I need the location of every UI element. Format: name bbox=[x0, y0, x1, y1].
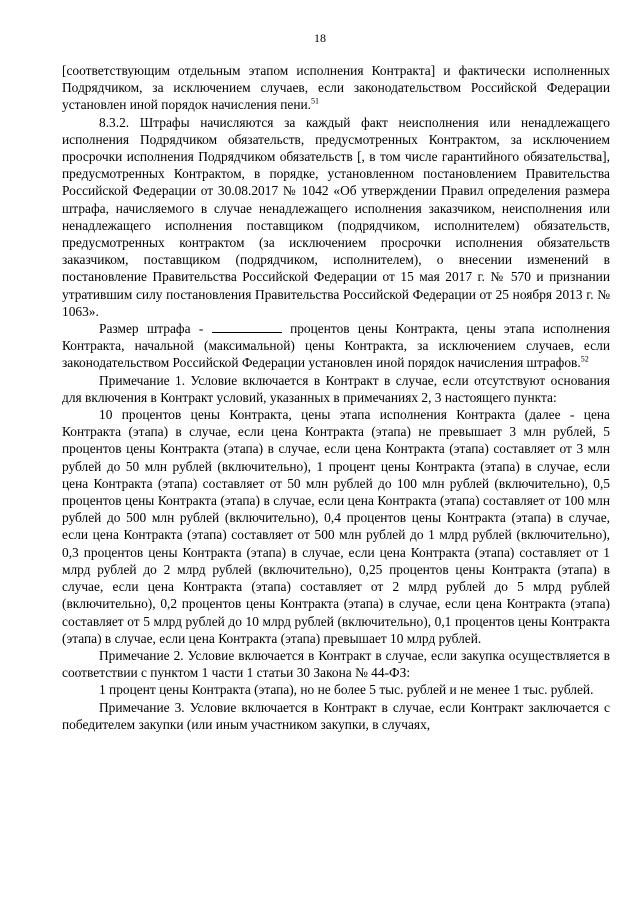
paragraph-fine-size bbox=[62, 320, 610, 372]
paragraph-note-2 bbox=[62, 647, 610, 681]
footnote-ref[interactable]: 51 bbox=[311, 96, 320, 106]
paragraph-8-3-2 bbox=[62, 114, 610, 320]
page-number: 18 bbox=[314, 31, 326, 45]
paragraph-text: 1 процент цены Контракта (этапа), но не более 5 тыс. рублей и не менее 1 тыс. рублей. bbox=[99, 682, 594, 698]
paragraph-text: 10 процентов цены Контракта, цены этапа исполнения Контракта (далее - цена Контракта (этапа) в случае, если цена Контракта (этапа) не превышает 3 млн рублей, 5 процентов цены Контракта (этапа) в случае, если цена Контракта (этапа) составляет от 3 млн рублей до 50 млн рублей (включительно), 1 процент цены Контракта (этапа) в случае, если цена Контракта (этапа) составляет от 50 млн рублей до 100 млн рублей (включительно), 0,5 процентов цены Контракта (этапа) в случае, если цена Контракта (этапа) составляет от 100 млн рублей до 500 млн рублей (включительно), 0,4 процентов цены Контракта (этапа) в случае, если цена Контракта (этапа) составляет от 500 млн рублей до 1 млрд рублей (включительно), 0,3 процентов цены Контракта (этапа) в случае, если цена Контракта (этапа) составляет от 1 млрд рублей до 2 млрд рублей (включительно), 0,25 процентов цены Контракта (этапа) в случае, если цена Контракта (этапа) составляет от 2 млрд рублей до 5 млрд рублей (включительно), 0,2 процентов цены Контракта (этапа) в случае, если цена Контракта (этапа) составляет от 5 млрд рублей до 10 млрд рублей (включительно), 0,1 процентов цены Контракта (этапа) в случае, если цена Контракта (этапа) превышает 10 млрд рублей. bbox=[62, 407, 610, 646]
footnote-ref[interactable]: 52 bbox=[580, 354, 589, 364]
fill-in-blank-field[interactable] bbox=[212, 320, 282, 333]
paragraph-text: Примечание 3. Условие включается в Контракт в случае, если Контракт заключается с победителем закупки (или иным участником закупки, в случаях, bbox=[62, 699, 610, 732]
paragraph-text: процентов цены Контракта, цены этапа исполнения Контракта, начальной (максимальной) цены Контракта, за исключением случаев, если законодательством Российской Федерации установлен иной порядок начисления штрафов. bbox=[62, 321, 610, 371]
document-body bbox=[62, 62, 610, 733]
paragraph-text: Примечание 2. Условие включается в Контракт в случае, если закупка осуществляется в соответствии с пунктом 1 части 1 статьи 30 Закона № 44-ФЗ: bbox=[62, 647, 610, 681]
paragraph-text: 8.3.2. Штрафы начисляются за каждый факт неисполнения или ненадлежащего исполнения Подрядчиком обязательств, предусмотренных Контрактом, за исключением просрочки исполнения Подрядчиком обязательств [, в том числе гарантийного обязательства], предусмотренных Контрактом, в порядке, установленном постановлением Правительства Российской Федерации от 30.08.2017 № 1042 «Об утверждении Правил определения размера штрафа, начисляемого в случае ненадлежащего исполнения заказчиком, неисполнения или ненадлежащего исполнения поставщиком (подрядчиком, исполнителем) обязательств, предусмотренных контрактом (за исключением просрочки исполнения обязательств заказчиком, поставщиком (подрядчиком, исполнителем), о внесении изменений в постановление Правительства Российской Федерации от 15 мая 2017 г. № 570 и признании утратившим силу постановления Правительства Российской Федерации от 25 ноября 2013 г. № 1063». bbox=[62, 114, 610, 319]
paragraph-text: Примечание 1. Условие включается в Контракт в случае, если отсутствуют основания для включения в Контракт условий, указанных в примечаниях 2, 3 настоящего пункта: bbox=[62, 372, 610, 405]
paragraph-text: [соответствующим отдельным этапом исполнения Контракта] и фактически исполненных Подрядчиком, за исключением случаев, если законодательством Российской Федерации установлен иной порядок начисления пени. bbox=[62, 63, 610, 113]
paragraph-note-1 bbox=[62, 372, 610, 406]
paragraph-fine-scale bbox=[62, 406, 610, 647]
paragraph-fine-smp bbox=[62, 681, 610, 698]
paragraph-text: Размер штрафа - bbox=[99, 321, 204, 337]
paragraph-penalty-continuation bbox=[62, 62, 610, 114]
paragraph-note-3 bbox=[62, 699, 610, 733]
